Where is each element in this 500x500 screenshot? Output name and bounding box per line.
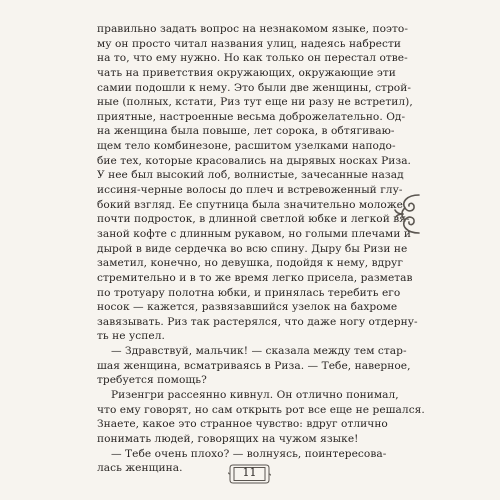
text-line: — Здравствуй, мальчик! — сказала между тем стар-: [111, 345, 407, 358]
text-line: самии подошли к нему. Это были две женщины, строй-: [97, 81, 411, 94]
page-number: [228, 462, 271, 486]
text-line: на то, что ему нужно. Но как только он перестал отве-: [97, 52, 408, 65]
page-text: [97, 22, 425, 476]
text-line: бокий взгляд. Ее спутница была значительно моложе,: [97, 198, 407, 211]
text-line: У нее был высокий лоб, волнистые, зачесанные назад: [97, 169, 404, 182]
text-line: носок — кажется, развязавшийся узелок на бахроме: [97, 301, 398, 314]
text-line: Знаете, какое это странное чувство: вдруг отлично: [97, 418, 388, 431]
text-line: дырой в виде сердечка во всю спину. Дыру бы Ризи не: [97, 242, 408, 255]
text-line: что ему говорят, но сам открыть рот все еще не решался.: [97, 403, 425, 416]
page-number-text: 11: [242, 466, 257, 479]
text-line: приятные, настроенные весьма доброжелательно. Од-: [97, 110, 406, 123]
text-line: лась женщина.: [97, 462, 183, 475]
text-line: ть не успел.: [97, 330, 165, 343]
text-line: чать на приветствия окружающих, окружающие эти: [97, 66, 396, 79]
text-line: по тротуару полотна юбки, и принялась теребить его: [97, 286, 401, 299]
swirl-ornament-icon: [393, 192, 423, 236]
text-line: требуется помощь?: [97, 374, 207, 387]
text-line: иссиня-черные волосы до плеч и встревоженный глу-: [97, 184, 403, 197]
text-line: заметил, конечно, но девушка, подойдя к нему, вдруг: [97, 257, 403, 270]
text-line: на женщина была повыше, лет сорока, в обтягиваю-: [97, 125, 395, 138]
text-line: заной кофте с длинным рукавом, но голыми плечами и: [97, 227, 411, 240]
text-line: Ризенгри рассеянно кивнул. Он отлично понимал,: [111, 389, 399, 402]
text-line: шая женщина, всматриваясь в Риза. — Тебе, наверное,: [97, 359, 411, 372]
text-line: му он просто читал названия улиц, надеясь набрести: [97, 37, 402, 50]
text-line: правильно задать вопрос на незнакомом языке, поэто-: [97, 23, 408, 35]
text-line: щем тело комбинезоне, расшитом узелками наподо-: [97, 140, 396, 153]
text-line: — Тебе очень плохо? — волнуясь, поинтересова-: [111, 447, 387, 460]
text-line: понимать людей, говорящих на чужом языке!: [97, 432, 359, 445]
text-line: почти подросток, в длинной светлой юбке и легкой вя-: [97, 213, 410, 226]
text-line: ные (полных, кстати, Риз тут еще ни разу не встретил),: [97, 96, 413, 109]
text-line: стремительно и в то же время легко присела, разметав: [97, 271, 413, 284]
text-line: бие тех, которые красовались на дырявых носках Риза.: [97, 154, 411, 167]
text-line: завязывать. Риз так растерялся, что даже ногу отдерну-: [97, 315, 418, 328]
